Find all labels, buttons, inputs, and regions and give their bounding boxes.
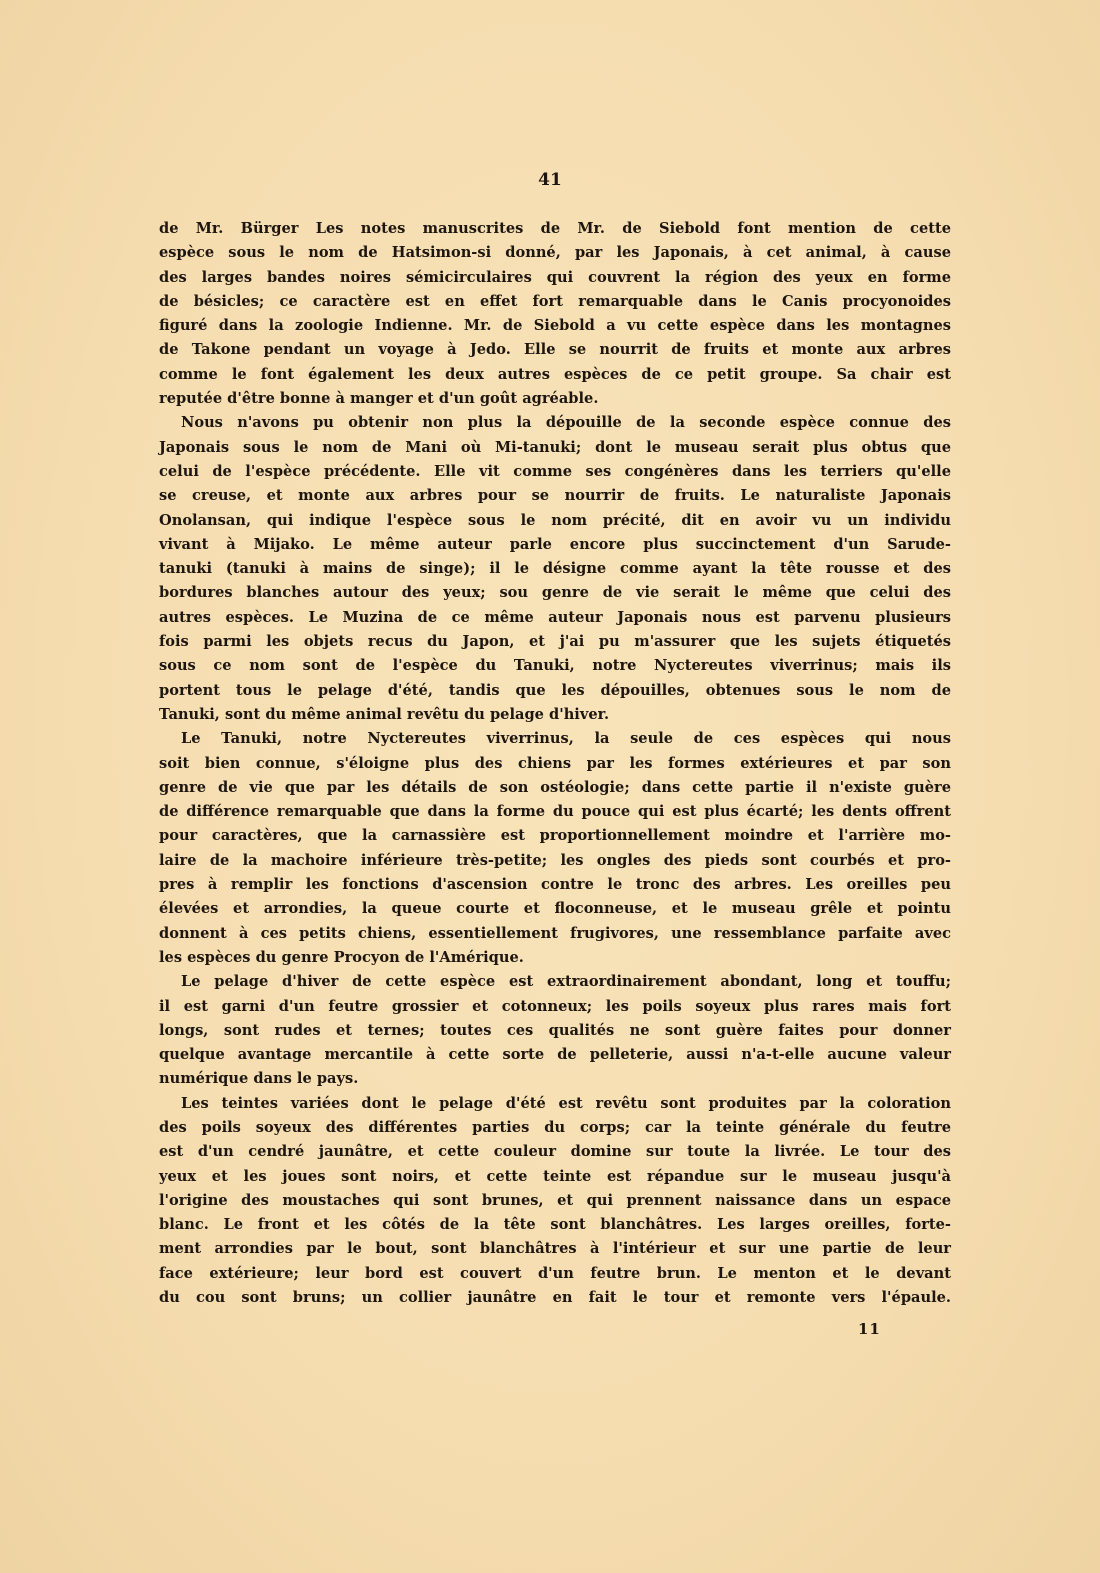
text-line: laire de la machoire inférieure très-petite; les ongles des pieds sont courbés et pro- (159, 851, 951, 869)
text-line: pres à remplir les fonctions d'ascension contre le tronc des arbres. Les oreilles peu (159, 876, 951, 894)
text-line: Le pelage d'hiver de cette espèce est extraordinairement abondant, long et touffu; (181, 973, 951, 991)
text-line: yeux et les joues sont noirs, et cette teinte est répandue sur le museau jusqu'à (159, 1167, 951, 1185)
text-line: vivant à Mijako. Le même auteur parle encore plus succinctement d'un Sarude- (159, 535, 951, 553)
text-line: ment arrondies par le bout, sont blanchâtres à l'intérieur et sur une partie de leur (159, 1240, 951, 1258)
text-line: portent tous le pelage d'été, tandis que les dépouilles, obtenues sous le nom de (159, 681, 951, 699)
paragraph-2 (159, 411, 951, 727)
paragraph-5 (159, 1092, 951, 1311)
page-number: 41 (538, 170, 562, 190)
text-line: comme le font également les deux autres espèces de ce petit groupe. Sa chair est (159, 365, 951, 383)
text-line: des poils soyeux des différentes parties du corps; car la teinte générale du feutre (159, 1118, 951, 1136)
text-line: face extérieure; leur bord est couvert d'un feutre brun. Le menton et le devant (159, 1264, 951, 1282)
text-line: est d'un cendré jaunâtre, et cette couleur domine sur toute la livrée. Le tour des (159, 1143, 951, 1161)
text-line: de Takone pendant un voyage à Jedo. Elle se nourrit de fruits et monte aux arbres (159, 341, 951, 359)
text-line: les espèces du genre Procyon de l'Amérique. (159, 948, 524, 966)
text-line: Onolansan, qui indique l'espèce sous le nom précité, dit en avoir vu un individu (159, 511, 951, 529)
text-line: figuré dans la zoologie Indienne. Mr. de Siebold a vu cette espèce dans les montagnes (159, 317, 951, 335)
text-line: des larges bandes noires sémicirculaires qui couvrent la région des yeux en forme (159, 268, 951, 286)
text-line: pour caractères, que la carnassière est proportionnellement moindre et l'arrière mo- (159, 827, 951, 845)
text-line: autres espèces. Le Muzina de ce même auteur Japonais nous est parvenu plusieurs (159, 608, 951, 626)
text-line: donnent à ces petits chiens, essentiellement frugivores, une ressemblance parfaite avec (159, 924, 951, 942)
text-line: blanc. Le front et les côtés de la tête sont blanchâtres. Les larges oreilles, forte- (159, 1216, 951, 1234)
text-line: l'origine des moustaches qui sont brunes, et qui prennent naissance dans un espace (159, 1191, 951, 1209)
text-line: numérique dans le pays. (159, 1070, 359, 1088)
text-line: élevées et arrondies, la queue courte et floconneuse, et le museau grêle et pointu (159, 900, 951, 918)
text-line: espèce sous le nom de Hatsimon-si donné, par les Japonais, à cet animal, à cause (159, 244, 951, 262)
text-line: celui de l'espèce précédente. Elle vit comme ses congénères dans les terriers qu'elle (159, 462, 951, 480)
paragraph-4 (159, 970, 951, 1091)
text-line: reputée d'être bonne à manger et d'un goût agréable. (159, 390, 599, 408)
text-line: Le Tanuki, notre Nyctereutes viverrinus, la seule de ces espèces qui nous (181, 730, 951, 748)
text-line: Tanuki, sont du même animal revêtu du pelage d'hiver. (159, 705, 610, 723)
text-line: il est garni d'un feutre grossier et cotonneux; les poils soyeux plus rares mais fort (159, 997, 951, 1015)
text-line: bordures blanches autour des yeux; sou genre de vie serait le même que celui des (159, 584, 951, 602)
text-line: Japonais sous le nom de Mani où Mi-tanuki; dont le museau serait plus obtus que (159, 438, 951, 456)
text-line: longs, sont rudes et ternes; toutes ces qualités ne sont guère faites pour donner (159, 1021, 951, 1039)
body-text (159, 217, 951, 1310)
text-line: de bésicles; ce caractère est en effet fort remarquable dans le Canis procyonoides (159, 292, 951, 310)
paragraph-1 (159, 217, 951, 411)
text-line: fois parmi les objets recus du Japon, et j'ai pu m'assurer que les sujets étiquetés (159, 633, 951, 651)
text-line: genre de vie que par les détails de son ostéologie; dans cette partie il n'existe guère (159, 778, 951, 796)
text-line: de Mr. Bürger Les notes manuscrites de Mr. de Siebold font mention de cette (159, 220, 951, 237)
paragraph-3 (159, 727, 951, 970)
text-line: quelque avantage mercantile à cette sorte de pelleterie, aussi n'a-t-elle aucune valeur (159, 1046, 951, 1064)
signature-mark: 11 (858, 1320, 881, 1338)
text-line: sous ce nom sont de l'espèce du Tanuki, notre Nyctereutes viverrinus; mais ils (159, 657, 951, 675)
text-line: tanuki (tanuki à mains de singe); il le désigne comme ayant la tête rousse et des (159, 560, 951, 578)
text-line: du cou sont bruns; un collier jaunâtre en fait le tour et remonte vers l'épaule. (159, 1289, 951, 1307)
text-line: soit bien connue, s'éloigne plus des chiens par les formes extérieures et par son (159, 754, 951, 772)
text-line: Nous n'avons pu obtenir non plus la dépouille de la seconde espèce connue des (181, 414, 951, 432)
text-line: se creuse, et monte aux arbres pour se nourrir de fruits. Le naturaliste Japonais (159, 487, 951, 505)
text-line: Les teintes variées dont le pelage d'été est revêtu sont produites par la coloration (181, 1094, 951, 1112)
text-line: de différence remarquable que dans la forme du pouce qui est plus écarté; les dents offrent (159, 803, 951, 821)
